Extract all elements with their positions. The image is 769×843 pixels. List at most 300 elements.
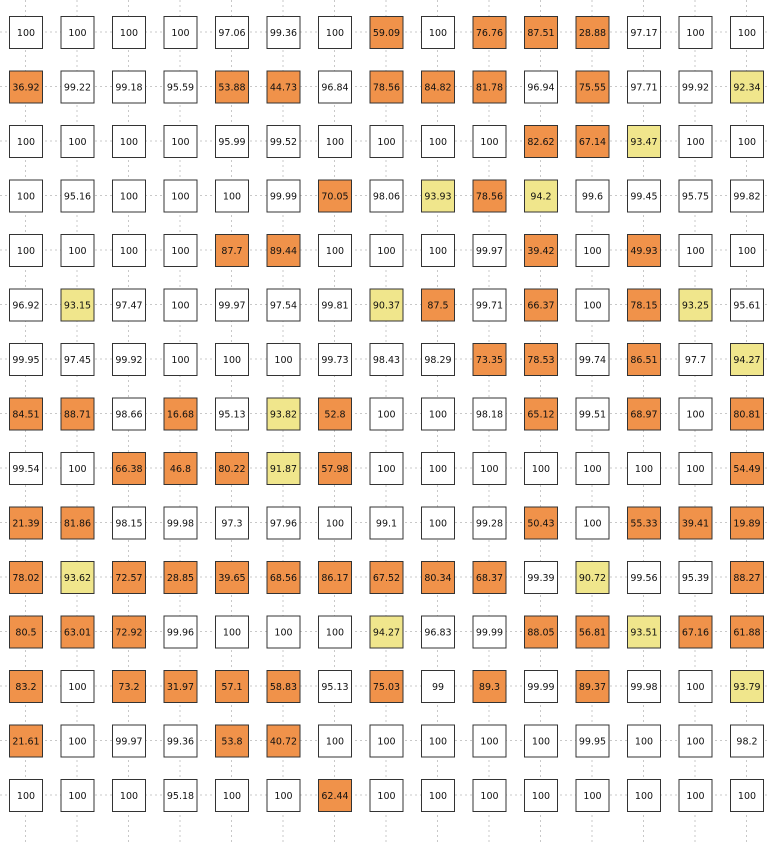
heatmap-cell-value: 99.39 xyxy=(527,573,555,584)
heatmap-cell xyxy=(473,453,506,485)
heatmap-cell-value: 96.83 xyxy=(424,627,452,639)
heatmap-cell xyxy=(113,235,146,267)
heatmap-cell-value: 100 xyxy=(428,791,448,802)
heatmap-cell-value: 99.99 xyxy=(269,191,298,203)
heatmap-cell-value: 100 xyxy=(428,137,448,148)
heatmap-cell xyxy=(216,780,249,812)
heatmap-cell xyxy=(164,17,197,49)
heatmap-cell xyxy=(370,780,403,812)
heatmap-cell-value: 99.97 xyxy=(475,246,504,257)
heatmap-cell-value: 100 xyxy=(119,246,139,257)
heatmap-cell-value: 40.72 xyxy=(269,736,298,748)
heatmap-cell xyxy=(61,398,94,430)
heatmap-cell-value: 62.44 xyxy=(321,791,349,802)
heatmap-cell xyxy=(164,507,197,539)
heatmap-cell xyxy=(576,235,609,267)
heatmap-cell xyxy=(267,453,300,485)
heatmap-cell-value: 49.93 xyxy=(630,246,658,257)
heatmap-cell-value: 81.78 xyxy=(475,82,504,94)
heatmap-cell xyxy=(113,671,146,703)
heatmap-cell xyxy=(576,780,609,812)
heatmap-cell-value: 66.38 xyxy=(115,464,143,475)
heatmap-cell-value: 100 xyxy=(583,791,602,802)
heatmap-cell xyxy=(164,180,197,212)
heatmap-cell-value: 100 xyxy=(737,791,757,802)
heatmap-cell-value: 68.56 xyxy=(269,573,298,584)
heatmap-cell-value: 100 xyxy=(171,28,190,39)
heatmap-cell-value: 86.51 xyxy=(630,355,658,366)
heatmap-cell xyxy=(164,398,197,430)
heatmap-cell-value: 57.98 xyxy=(321,464,349,475)
heatmap-cell xyxy=(113,780,146,812)
heatmap-cell-value: 88.27 xyxy=(733,573,761,584)
heatmap-cell xyxy=(10,180,43,212)
heatmap-cell-value: 54.49 xyxy=(733,464,761,475)
heatmap-cell xyxy=(525,235,558,267)
heatmap-cell-value: 100 xyxy=(428,246,448,257)
heatmap-cell xyxy=(113,616,146,648)
heatmap-cell-value: 39.65 xyxy=(218,573,246,584)
heatmap-cell xyxy=(267,725,300,757)
heatmap-cell xyxy=(267,289,300,321)
heatmap-cell-value: 100 xyxy=(325,246,345,257)
heatmap-cell xyxy=(113,126,146,158)
heatmap-cell-value: 100 xyxy=(428,518,448,530)
heatmap-cell xyxy=(576,671,609,703)
heatmap-cell-value: 95.99 xyxy=(218,137,246,148)
heatmap-cell xyxy=(113,289,146,321)
heatmap-cell-value: 100 xyxy=(428,28,448,39)
heatmap-cell xyxy=(267,780,300,812)
heatmap-cell xyxy=(576,507,609,539)
heatmap-cell xyxy=(473,507,506,539)
heatmap-cell-value: 99.92 xyxy=(115,355,143,366)
heatmap-cell xyxy=(525,17,558,49)
heatmap-cell xyxy=(113,562,146,594)
heatmap-cell-value: 99.71 xyxy=(475,300,504,312)
heatmap-cell xyxy=(10,289,43,321)
heatmap-cell xyxy=(10,453,43,485)
heatmap-cell-value: 93.15 xyxy=(63,300,92,312)
heatmap-cell-value: 89.37 xyxy=(578,682,607,693)
heatmap-cell-value: 88.05 xyxy=(527,627,555,639)
heatmap-cell xyxy=(319,71,352,103)
heatmap-cell-value: 68.97 xyxy=(630,409,658,421)
heatmap-cell xyxy=(731,235,764,267)
heatmap-cell xyxy=(10,344,43,376)
heatmap-cell xyxy=(113,725,146,757)
heatmap-cell xyxy=(473,671,506,703)
heatmap-cell-value: 100 xyxy=(583,246,602,257)
heatmap-cell-value: 53.8 xyxy=(221,736,243,748)
heatmap-cell-value: 99.6 xyxy=(581,191,604,203)
heatmap-cell-value: 67.52 xyxy=(372,573,401,584)
heatmap-cell-value: 90.72 xyxy=(578,573,607,584)
heatmap-cell-value: 36.92 xyxy=(12,82,40,94)
heatmap-cell-value: 44.73 xyxy=(269,82,298,94)
heatmap-cell xyxy=(164,126,197,158)
heatmap-cell xyxy=(113,180,146,212)
heatmap-cell xyxy=(216,671,249,703)
heatmap-cell-value: 100 xyxy=(68,682,87,693)
heatmap-cell xyxy=(370,725,403,757)
heatmap-cell-value: 100 xyxy=(686,791,705,802)
heatmap-cell-value: 100 xyxy=(325,28,345,39)
heatmap-cell xyxy=(267,398,300,430)
heatmap-cell xyxy=(422,453,455,485)
heatmap-cell-value: 67.16 xyxy=(681,627,710,639)
heatmap-cell xyxy=(267,71,300,103)
heatmap-cell-value: 39.41 xyxy=(681,518,710,530)
heatmap-cell xyxy=(216,507,249,539)
heatmap-cell-value: 97.45 xyxy=(63,355,92,366)
heatmap-cell xyxy=(731,616,764,648)
heatmap-cell-value: 99.99 xyxy=(527,682,555,693)
heatmap-cell xyxy=(319,725,352,757)
heatmap-cell-value: 84.51 xyxy=(12,409,40,421)
heatmap-cell-value: 100 xyxy=(377,409,396,421)
heatmap-cell xyxy=(679,507,712,539)
heatmap-cell xyxy=(370,507,403,539)
heatmap-cell-value: 98.06 xyxy=(372,191,401,203)
heatmap-cell-value: 100 xyxy=(686,682,705,693)
heatmap-cell xyxy=(216,725,249,757)
heatmap-cell-value: 98.18 xyxy=(475,409,504,421)
heatmap-cell-value: 100 xyxy=(171,355,190,366)
heatmap-cell xyxy=(267,671,300,703)
heatmap-cell-value: 100 xyxy=(16,137,36,148)
heatmap-cell-value: 99.54 xyxy=(12,464,40,475)
heatmap-cell-value: 80.22 xyxy=(218,464,246,475)
heatmap-cell-value: 83.2 xyxy=(15,682,37,693)
heatmap-cell xyxy=(10,671,43,703)
heatmap-cell-value: 99.95 xyxy=(12,355,40,366)
heatmap-cell-value: 96.84 xyxy=(321,82,349,94)
heatmap-cell xyxy=(679,344,712,376)
heatmap-cell xyxy=(473,289,506,321)
heatmap-cell-value: 100 xyxy=(428,464,448,475)
heatmap-cell-value: 100 xyxy=(325,736,345,748)
heatmap-cell xyxy=(679,17,712,49)
heatmap-cell-value: 100 xyxy=(68,137,87,148)
heatmap-cell-value: 100 xyxy=(480,464,499,475)
heatmap-cell-value: 95.13 xyxy=(218,409,246,421)
heatmap-cell-value: 99.98 xyxy=(166,518,195,530)
heatmap-cell-value: 100 xyxy=(68,791,87,802)
heatmap-cell xyxy=(679,180,712,212)
heatmap-cell xyxy=(679,289,712,321)
heatmap-cell-value: 100 xyxy=(583,464,602,475)
heatmap-cell xyxy=(525,71,558,103)
heatmap-cell xyxy=(319,289,352,321)
heatmap-cell xyxy=(370,671,403,703)
heatmap-cell xyxy=(422,725,455,757)
heatmap-cell-value: 96.94 xyxy=(527,82,555,94)
heatmap-cell xyxy=(422,71,455,103)
heatmap-cell xyxy=(216,398,249,430)
heatmap-cell-value: 97.06 xyxy=(218,28,246,39)
heatmap-cell-value: 75.55 xyxy=(578,82,607,94)
heatmap-cell xyxy=(473,398,506,430)
heatmap-cell xyxy=(216,344,249,376)
heatmap-cell-value: 93.51 xyxy=(630,627,658,639)
heatmap-cell-value: 80.5 xyxy=(15,627,37,639)
heatmap-cell xyxy=(61,562,94,594)
heatmap-cell-value: 97.71 xyxy=(630,82,658,94)
heatmap-cells xyxy=(10,17,764,812)
heatmap-cell xyxy=(10,507,43,539)
heatmap-cell xyxy=(164,725,197,757)
heatmap-cell xyxy=(61,289,94,321)
heatmap-cell xyxy=(422,17,455,49)
heatmap-cell-value: 90.37 xyxy=(372,300,401,312)
heatmap-cell-value: 55.33 xyxy=(630,518,658,530)
heatmap-cell xyxy=(473,180,506,212)
heatmap-cell-value: 100 xyxy=(583,300,602,312)
heatmap-cell-value: 78.15 xyxy=(630,300,658,312)
heatmap-cell xyxy=(525,180,558,212)
heatmap-cell xyxy=(216,453,249,485)
heatmap-cell xyxy=(319,344,352,376)
heatmap-cell-value: 93.62 xyxy=(63,573,92,584)
heatmap-cell xyxy=(61,725,94,757)
heatmap-cell xyxy=(679,235,712,267)
heatmap-cell-value: 56.81 xyxy=(578,627,607,639)
heatmap-cell xyxy=(422,562,455,594)
heatmap-cell xyxy=(216,616,249,648)
heatmap-cell xyxy=(370,180,403,212)
heatmap-cell-value: 100 xyxy=(68,736,87,748)
heatmap-cell-value: 95.61 xyxy=(733,300,761,312)
heatmap-cell-value: 97.54 xyxy=(269,300,298,312)
heatmap-cell xyxy=(422,126,455,158)
heatmap-cell-value: 100 xyxy=(634,791,654,802)
heatmap-cell-value: 99.18 xyxy=(115,82,143,94)
heatmap-cell-value: 63.01 xyxy=(63,627,92,639)
heatmap-cell-value: 100 xyxy=(686,137,705,148)
heatmap-cell-value: 97.17 xyxy=(630,28,658,39)
heatmap-cell xyxy=(164,453,197,485)
heatmap-cell xyxy=(164,616,197,648)
heatmap-cell-value: 100 xyxy=(68,246,87,257)
heatmap-cell-value: 93.47 xyxy=(630,137,658,148)
heatmap-cell xyxy=(731,507,764,539)
heatmap-cell xyxy=(576,562,609,594)
heatmap-cell-value: 16.68 xyxy=(166,409,195,421)
heatmap-cell xyxy=(61,453,94,485)
heatmap-cell xyxy=(628,180,661,212)
heatmap-cell xyxy=(216,235,249,267)
heatmap-cell-value: 94.27 xyxy=(372,627,401,639)
heatmap-cell xyxy=(473,17,506,49)
heatmap-cell-value: 93.93 xyxy=(424,191,452,203)
heatmap-cell-value: 100 xyxy=(480,791,499,802)
heatmap-cell-value: 78.56 xyxy=(372,82,401,94)
heatmap-cell xyxy=(525,344,558,376)
heatmap-cell-value: 21.61 xyxy=(12,736,40,748)
heatmap-cell-value: 100 xyxy=(119,191,139,203)
heatmap-cell xyxy=(473,344,506,376)
heatmap-cell-value: 100 xyxy=(531,464,551,475)
heatmap-cell-value: 100 xyxy=(737,246,757,257)
heatmap-cell-value: 100 xyxy=(171,137,190,148)
heatmap-cell-value: 73.35 xyxy=(475,355,504,366)
heatmap-cell xyxy=(679,453,712,485)
heatmap-cell xyxy=(267,507,300,539)
heatmap-cell xyxy=(679,398,712,430)
heatmap-cell xyxy=(422,235,455,267)
heatmap-cell xyxy=(61,126,94,158)
heatmap-cell-value: 99.98 xyxy=(630,682,658,693)
heatmap-cell xyxy=(113,344,146,376)
heatmap-cell xyxy=(422,671,455,703)
heatmap-cell xyxy=(370,616,403,648)
heatmap-cell xyxy=(628,616,661,648)
heatmap-cell-value: 100 xyxy=(686,736,705,748)
heatmap-cell-value: 99.97 xyxy=(115,736,143,748)
heatmap-cell-value: 96.92 xyxy=(12,300,40,312)
heatmap-cell-value: 99.52 xyxy=(269,137,298,148)
heatmap-cell xyxy=(113,507,146,539)
heatmap-cell-value: 88.71 xyxy=(63,409,92,421)
heatmap-cell xyxy=(267,616,300,648)
heatmap-cell xyxy=(525,507,558,539)
heatmap-cell xyxy=(319,562,352,594)
heatmap-cell xyxy=(525,398,558,430)
heatmap-cell-value: 100 xyxy=(119,137,139,148)
heatmap-cell xyxy=(473,71,506,103)
heatmap-cell-value: 100 xyxy=(68,28,87,39)
heatmap-cell-value: 94.2 xyxy=(530,191,552,203)
heatmap-cell-value: 100 xyxy=(428,736,448,748)
heatmap-cell xyxy=(525,671,558,703)
heatmap-cell-value: 99.73 xyxy=(321,355,349,366)
heatmap-cell xyxy=(422,180,455,212)
heatmap-cell-value: 100 xyxy=(16,191,36,203)
heatmap-cell xyxy=(422,344,455,376)
heatmap-cell-value: 99.36 xyxy=(269,28,298,39)
heatmap-cell xyxy=(576,126,609,158)
heatmap-cell xyxy=(267,180,300,212)
heatmap-cell-value: 72.57 xyxy=(115,573,143,584)
heatmap-cell-value: 100 xyxy=(686,28,705,39)
heatmap-cell-value: 98.29 xyxy=(424,355,452,366)
heatmap-cell-value: 46.8 xyxy=(169,464,192,475)
heatmap-cell xyxy=(319,671,352,703)
heatmap-cell xyxy=(525,562,558,594)
heatmap-cell xyxy=(113,453,146,485)
heatmap-cell-value: 99.51 xyxy=(578,409,607,421)
heatmap-cell xyxy=(628,780,661,812)
heatmap-cell-value: 100 xyxy=(222,791,242,802)
heatmap-cell xyxy=(164,235,197,267)
heatmap-cell xyxy=(731,453,764,485)
heatmap-cell xyxy=(473,126,506,158)
heatmap-cell-value: 100 xyxy=(377,464,396,475)
heatmap-cell-value: 99.82 xyxy=(733,191,761,203)
heatmap-cell xyxy=(628,17,661,49)
heatmap-cell-value: 72.92 xyxy=(115,627,143,639)
heatmap-cell-value: 28.85 xyxy=(166,573,195,584)
heatmap-cell xyxy=(731,17,764,49)
heatmap-cell xyxy=(164,780,197,812)
heatmap-cell xyxy=(731,725,764,757)
heatmap-cell xyxy=(473,235,506,267)
heatmap-cell xyxy=(267,126,300,158)
heatmap-cell-value: 100 xyxy=(531,736,551,748)
heatmap-cell-value: 100 xyxy=(377,137,396,148)
heatmap-cell-value: 99.56 xyxy=(630,573,658,584)
heatmap-cell xyxy=(525,616,558,648)
heatmap-cell-value: 70.05 xyxy=(321,191,349,203)
heatmap-cell-value: 93.79 xyxy=(733,682,761,693)
heatmap-cell xyxy=(731,289,764,321)
heatmap-cell xyxy=(370,562,403,594)
heatmap-cell-value: 99.99 xyxy=(475,627,504,639)
heatmap-cell-value: 97.3 xyxy=(221,518,243,530)
heatmap-cell-value: 100 xyxy=(377,791,396,802)
heatmap-cell xyxy=(61,507,94,539)
heatmap-cell xyxy=(679,780,712,812)
heatmap-cell-value: 97.7 xyxy=(684,355,707,366)
heatmap-cell xyxy=(576,71,609,103)
heatmap-cell xyxy=(113,398,146,430)
heatmap-cell-value: 100 xyxy=(119,28,139,39)
heatmap-cell-value: 61.88 xyxy=(733,627,761,639)
heatmap-cell-value: 68.37 xyxy=(475,573,504,584)
heatmap-cell xyxy=(525,453,558,485)
heatmap-cell xyxy=(576,453,609,485)
heatmap-cell xyxy=(370,289,403,321)
heatmap-cell-value: 87.51 xyxy=(527,28,555,39)
heatmap-cell xyxy=(576,725,609,757)
heatmap-cell-value: 95.16 xyxy=(63,191,92,203)
heatmap-cell-value: 100 xyxy=(274,627,293,639)
heatmap-cell xyxy=(679,71,712,103)
heatmap-cell xyxy=(679,725,712,757)
heatmap-cell xyxy=(61,180,94,212)
heatmap-cell xyxy=(525,289,558,321)
heatmap-cell xyxy=(679,671,712,703)
heatmap-cell-value: 58.83 xyxy=(269,682,298,693)
heatmap-cell-value: 100 xyxy=(377,246,396,257)
heatmap-cell xyxy=(319,17,352,49)
heatmap-cell xyxy=(525,725,558,757)
heatmap-cell-value: 97.47 xyxy=(115,300,143,312)
heatmap-cell xyxy=(216,562,249,594)
heatmap-cell-value: 97.96 xyxy=(269,518,298,530)
heatmap-cell-value: 100 xyxy=(737,28,757,39)
heatmap-cell xyxy=(164,671,197,703)
heatmap-cell-value: 99.45 xyxy=(630,191,658,203)
heatmap-cell-value: 98.43 xyxy=(372,355,401,366)
heatmap-cell-value: 65.12 xyxy=(527,409,555,421)
heatmap-cell xyxy=(61,344,94,376)
heatmap-cell-value: 99.1 xyxy=(375,518,398,530)
heatmap-cell-value: 91.87 xyxy=(269,464,298,475)
heatmap-cell xyxy=(267,344,300,376)
heatmap-cell-value: 98.2 xyxy=(736,736,758,748)
heatmap-cell xyxy=(216,289,249,321)
heatmap-cell xyxy=(319,507,352,539)
heatmap-cell-value: 19.89 xyxy=(733,518,761,530)
heatmap-cell xyxy=(319,235,352,267)
heatmap-cell-value: 100 xyxy=(531,791,551,802)
heatmap-cell xyxy=(113,17,146,49)
heatmap-cell-value: 99.96 xyxy=(166,627,195,639)
heatmap-cell xyxy=(216,180,249,212)
heatmap-cell xyxy=(10,725,43,757)
